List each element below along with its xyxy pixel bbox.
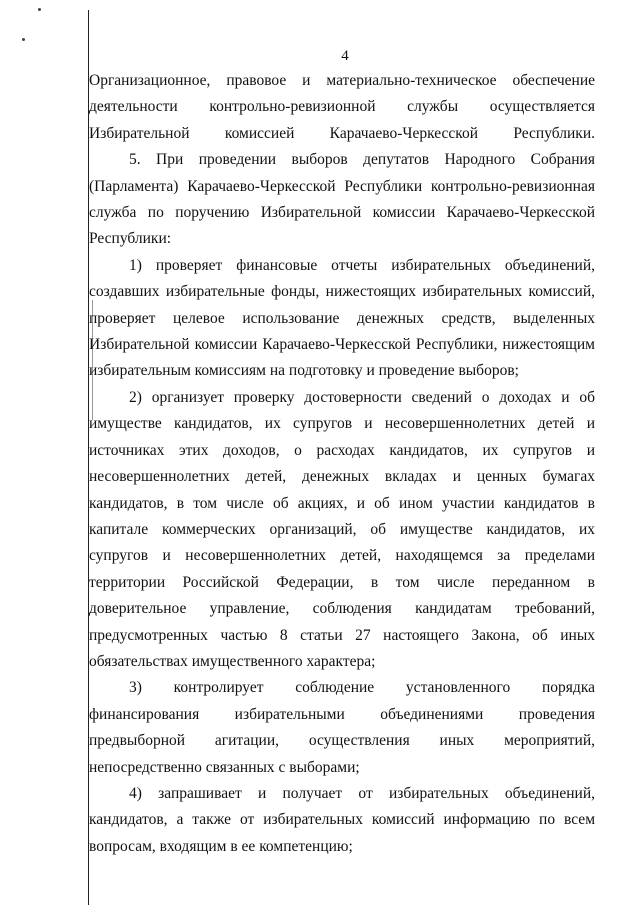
paragraph-item-5: 5. При проведении выборов депутатов Народного Собрания (Парламента) Карачаево-Черкесской Республики контрольно-ревизионная служба по поручению Избирательной комиссии Карачаево-Черкесской Республики: xyxy=(89,151,595,248)
scan-speck xyxy=(22,38,25,41)
paragraph-subitem-1: 1) проверяет финансовые отчеты избирательных объединений, создавших избирательные фонды, нижестоящих избирательных комиссий, проверяет целевое использование денежных средств, выделенных Избирательной комиссии Карачаево-Черкесской Республики, нижестоящим избирательным комиссиям на подготовку и проведение выборов; xyxy=(89,256,595,380)
page-number: 4 xyxy=(341,48,349,64)
scan-speck xyxy=(38,8,41,11)
paragraph-intro: Организационное, правовое и материально-техническое обеспечение деятельности контрольно-ревизионной службы осуществляется Избирательной комиссией Карачаево-Черкесской Республики. xyxy=(89,72,595,142)
paragraph-subitem-4: 4) запрашивает и получает от избирательных объединений, кандидатов, а также от избирательных комиссий информацию по всем вопросам, входящим в ее компетенцию; xyxy=(89,784,595,855)
paragraph-subitem-3: 3) контролирует соблюдение установленного порядка финансирования избирательными объединениями проведения предвыборной агитации, осуществления иных мероприятий, непосредственно связанных с выборами; xyxy=(89,679,595,776)
document-body xyxy=(89,68,595,860)
paragraph-subitem-2: 2) организует проверку достоверности сведений о доходах и об имуществе кандидатов, их супругов и несовершеннолетних детей и источниках этих доходов, о расходах кандидатов, их супругов и несовершеннолетних детей, денежных вкладах и ценных бумагах кандидатов, в том числе об акциях, и об ином участии кандидатов в капитале коммерческих организаций, об имуществе кандидатов, их супругов и несовершеннолетних детей, находящемся за пределами территории Российской Федерации, в том числе переданном в доверительное управление, соблюдения кандидатам требований, предусмотренных частью 8 статьи 27 настоящего Закона, об иных обязательствах имущественного характера; xyxy=(89,388,595,670)
